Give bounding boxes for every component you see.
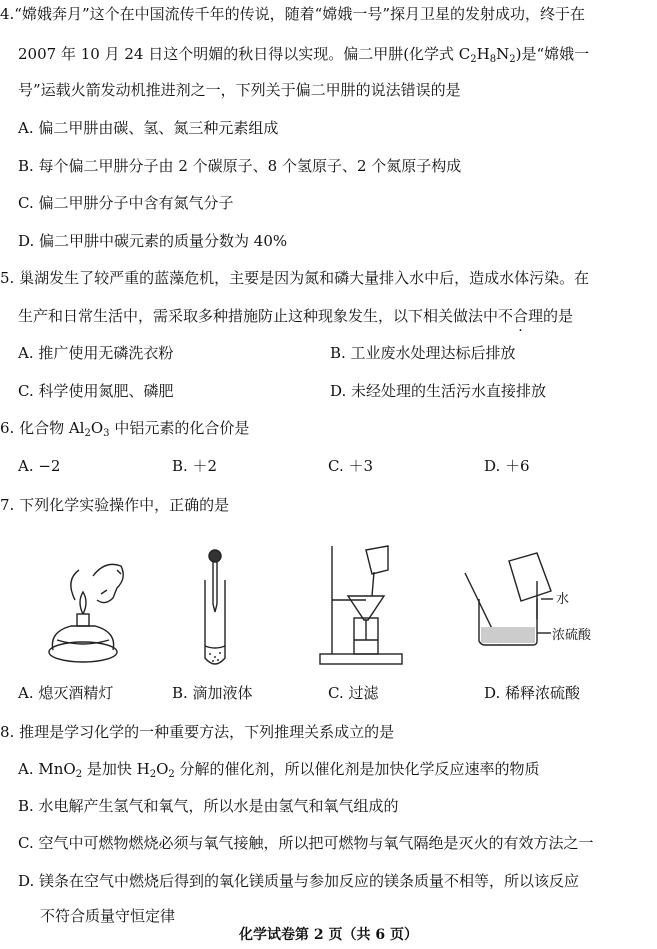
q8-option-a: A. MnO$_2$ 是加快 $H_2O_2$ 分解的催化剂，所以催化剂是加快化学反应速率的物质 [18,760,540,780]
q6-option-d: D. ＋6 [484,457,530,475]
q4-stem-line1: 4.“嫦娥奔月”这个在中国流传千年的传说，随着“嫦娥一号”探月卫星的发射成功，终于在 [0,5,585,23]
q5-emphasis: 不合理 [498,307,544,325]
q6-option-a: A. −2 [18,457,61,475]
q7-option-c: C. 过滤 [328,684,379,702]
q4-option-c: C. 偏二甲肼分子中含有氮气分子 [18,194,234,212]
label-water: 水 [556,592,570,607]
q5-stem-line2: 生产和日常生活中，需采取多种措施防止这种现象发生，以下相关做法中不合理的是 [18,307,574,325]
q5-option-c: C. 科学使用氮肥、磷肥 [18,382,174,400]
q7-option-b: B. 滴加液体 [172,684,253,702]
label-concentrated-acid: 浓硫酸 [552,628,592,643]
q6-stem: 6. 化合物 $Al_2O_3$ 中铝元素的化合价是 [0,419,250,439]
q7-option-a: A. 熄灭酒精灯 [18,684,114,702]
q6-option-b: B. ＋2 [172,457,218,475]
q8-option-d-line1: D. 镁条在空气中燃烧后得到的氧化镁质量与参加反应的镁条质量不相等，所以该反应 [18,872,580,890]
dilution-figure [455,545,565,660]
q5-option-d: D. 未经处理的生活污水直接排放 [330,382,547,400]
q8-stem: 8. 推理是学习化学的一种重要方法，下列推理关系成立的是 [0,723,395,741]
q7-stem: 7. 下列化学实验操作中，正确的是 [0,496,230,514]
q6-option-c: C. ＋3 [328,457,374,475]
alcohol-lamp-figure [35,540,135,670]
filtration-figure [318,536,418,671]
q4-option-b: B. 每个偏二甲肼分子由 2 个碳原子、8 个氢原子、2 个氮原子构成 [18,157,462,175]
q7-option-d: D. 稀释浓硫酸 [484,684,581,702]
dropper-tube-figure [185,540,245,670]
q4-option-d: D. 偏二甲肼中碳元素的质量分数为 40% [18,232,288,250]
q5-option-b: B. 工业废水处理达标后排放 [330,344,516,362]
q8-option-c: C. 空气中可燃物燃烧必须与氧气接触，所以把可燃物与氧气隔绝是灭火的有效方法之一 [18,834,594,852]
q5-option-a: A. 推广使用无磷洗衣粉 [18,344,174,362]
q8-option-b: B. 水电解产生氢气和氧气，所以水是由氢气和氧气组成的 [18,797,399,815]
q4-stem-line3: 号”运载火箭发动机推进剂之一，下列关于偏二甲肼的说法错误的是 [18,81,461,99]
q4-stem-line2: 2007 年 10 月 24 日这个明媚的秋日得以实现。偏二甲肼(化学式 $C_2H_8N_2$)是“嫦娥一 [18,45,590,65]
q4-option-a: A. 偏二甲肼由碳、氢、氮三种元素组成 [18,119,279,137]
q8-option-d-line2: 不符合质量守恒定律 [40,907,176,925]
page-footer: 化学试卷第 2 页（共 6 页） [239,927,418,943]
q5-stem-line1: 5. 巢湖发生了较严重的蓝藻危机，主要是因为氮和磷大量排入水中后，造成水体污染。在 [0,269,590,287]
